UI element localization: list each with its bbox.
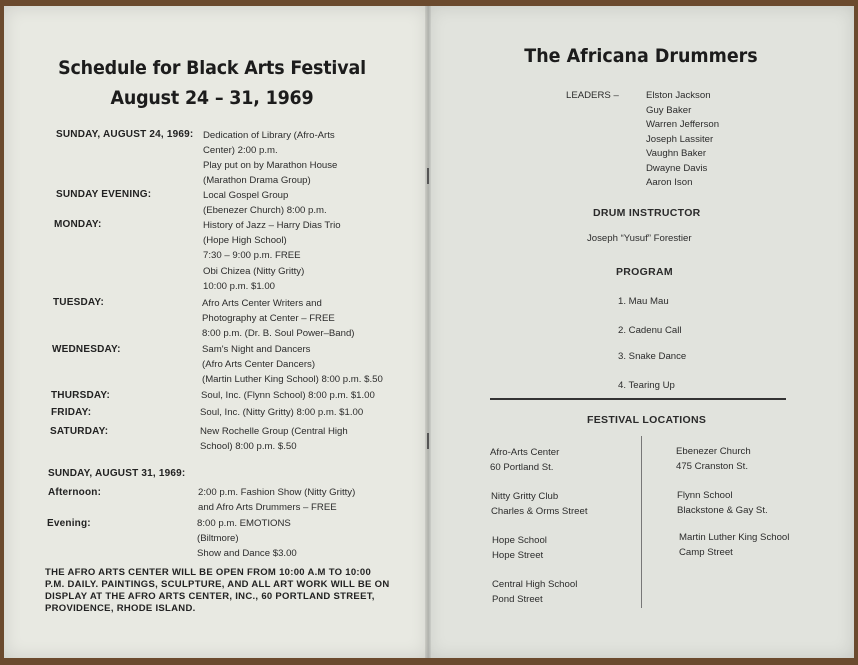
location-item bbox=[491, 489, 588, 519]
drum-instructor-name: Joseph “Yusuf” Forestier bbox=[587, 233, 692, 244]
divider bbox=[490, 398, 786, 400]
location-address: Blackstone & Gay St. bbox=[677, 505, 768, 516]
event-line: and Afro Arts Drummers – FREE bbox=[198, 502, 337, 513]
center-fold bbox=[425, 6, 431, 658]
leader-name: Vaughn Baker bbox=[646, 148, 707, 159]
location-address: Camp Street bbox=[679, 547, 733, 558]
location-name: Afro-Arts Center bbox=[490, 447, 560, 458]
day-label: FRIDAY: bbox=[51, 407, 92, 418]
location-address: Charles & Orms Street bbox=[491, 506, 588, 517]
leaders-label: LEADERS – bbox=[566, 90, 619, 101]
location-name: Flynn School bbox=[677, 490, 733, 501]
location-name: Central High School bbox=[492, 579, 578, 590]
schedule-title: Schedule for Black Arts Festival bbox=[58, 57, 366, 79]
event-line: Soul, Inc. (Nitty Gritty) 8:00 p.m. $1.00 bbox=[200, 407, 364, 418]
leader-name: Elston Jackson bbox=[646, 90, 711, 101]
locations-divider bbox=[641, 436, 642, 608]
event-line: Afro Arts Center Writers and bbox=[202, 298, 322, 309]
location-name: Hope School bbox=[492, 535, 547, 546]
drummers-title: The Africana Drummers bbox=[524, 45, 758, 67]
day-label: SUNDAY, AUGUST 24, 1969: bbox=[56, 129, 194, 140]
program-heading: PROGRAM bbox=[616, 266, 673, 278]
event-block bbox=[201, 388, 375, 403]
event-line: Play put on by Marathon House bbox=[203, 160, 338, 171]
event-line: Center) 2:00 p.m. bbox=[203, 145, 278, 156]
event-line: Soul, Inc. (Flynn School) 8:00 p.m. $1.00 bbox=[201, 390, 375, 401]
location-address: 475 Cranston St. bbox=[676, 461, 748, 472]
event-line: (Hope High School) bbox=[203, 235, 287, 246]
leader-name: Dwayne Davis bbox=[646, 162, 708, 174]
drum-instructor-heading: DRUM INSTRUCTOR bbox=[593, 207, 701, 219]
event-block bbox=[203, 218, 341, 263]
day-label: MONDAY: bbox=[54, 219, 102, 230]
event-block bbox=[203, 128, 337, 188]
event-block bbox=[200, 424, 348, 454]
day-label: THURSDAY: bbox=[51, 390, 111, 401]
event-line: 8:00 p.m. (Dr. B. Soul Power–Band) bbox=[202, 328, 355, 339]
day-label: TUESDAY: bbox=[53, 297, 105, 308]
leader-name: Aaron Ison bbox=[646, 177, 693, 188]
location-name: Ebenezer Church bbox=[676, 446, 751, 457]
event-line: (Afro Arts Center Dancers) bbox=[202, 359, 316, 370]
event-block bbox=[202, 296, 355, 341]
event-line: 10:00 p.m. $1.00 bbox=[203, 281, 276, 292]
program-item: 4. Tearing Up bbox=[618, 380, 675, 391]
leader-name: Joseph Lassiter bbox=[646, 133, 714, 145]
event-line: (Ebenezer Church) 8:00 p.m. bbox=[203, 205, 327, 216]
gallery-notice: THE AFRO ARTS CENTER WILL BE OPEN FROM 10:00 A.M TO 10:00 P.M. DAILY. PAINTINGS, SCULPTURE, AND ALL ART WORK WILL BE ON DISPLAY AT THE AFRO ARTS CENTER, INC., 60 PORTLAND STREET, PROVIDENCE, RHODE ISLAND. bbox=[45, 567, 390, 614]
location-item bbox=[490, 445, 559, 475]
location-item bbox=[679, 530, 789, 560]
location-address: 60 Portland St. bbox=[490, 462, 554, 473]
location-address: Hope Street bbox=[492, 550, 544, 561]
event-line: 8:00 p.m. EMOTIONS bbox=[197, 518, 291, 529]
location-item bbox=[492, 533, 547, 563]
event-line: Sam's Night and Dancers bbox=[202, 344, 311, 355]
event-line: Photography at Center – FREE bbox=[202, 313, 335, 324]
staple-bottom bbox=[427, 433, 429, 449]
program-item: 1. Mau Mau bbox=[618, 296, 669, 307]
event-line: Local Gospel Group bbox=[203, 190, 289, 201]
location-item bbox=[676, 444, 751, 474]
event-line: Obi Chizea (Nitty Gritty) bbox=[203, 266, 305, 277]
event-line: Show and Dance $3.00 bbox=[197, 548, 297, 559]
program-item: 2. Cadenu Call bbox=[618, 325, 682, 336]
event-line: Dedication of Library (Afro-Arts bbox=[203, 130, 335, 141]
event-block bbox=[202, 342, 383, 387]
day-label: SATURDAY: bbox=[50, 426, 109, 437]
event-line: (Martin Luther King School) 8:00 p.m. $.50 bbox=[202, 374, 383, 385]
event-line: 2:00 p.m. Fashion Show (Nitty Gritty) bbox=[198, 487, 356, 498]
staple-top bbox=[427, 168, 429, 184]
day-label: SUNDAY EVENING: bbox=[56, 189, 152, 200]
schedule-dates: August 24 – 31, 1969 bbox=[110, 87, 314, 109]
event-block bbox=[203, 188, 327, 218]
location-name: Martin Luther King School bbox=[679, 532, 790, 543]
event-line: School) 8:00 p.m. $.50 bbox=[200, 441, 297, 452]
festival-locations-heading: FESTIVAL LOCATIONS bbox=[587, 414, 707, 426]
day-label: Evening: bbox=[47, 518, 91, 529]
event-block bbox=[200, 405, 363, 420]
leader-name: Guy Baker bbox=[646, 104, 692, 116]
location-name: Nitty Gritty Club bbox=[491, 491, 559, 502]
event-line: (Biltmore) bbox=[197, 533, 239, 544]
event-line: History of Jazz – Harry Dias Trio bbox=[203, 220, 341, 231]
location-item bbox=[492, 577, 577, 607]
event-line: New Rochelle Group (Central High bbox=[200, 426, 348, 437]
leader-name: Warren Jefferson bbox=[646, 119, 720, 130]
event-block bbox=[197, 516, 297, 561]
program-item: 3. Snake Dance bbox=[618, 351, 687, 362]
location-item bbox=[677, 488, 768, 518]
event-line: 7:30 – 9:00 p.m. FREE bbox=[203, 250, 301, 261]
location-address: Pond Street bbox=[492, 594, 543, 605]
event-block bbox=[203, 264, 304, 294]
event-line: (Marathon Drama Group) bbox=[203, 175, 311, 186]
day-label: Afternoon: bbox=[48, 487, 102, 498]
day-label: WEDNESDAY: bbox=[52, 344, 121, 355]
event-block bbox=[198, 485, 355, 515]
sunday-31-heading: SUNDAY, AUGUST 31, 1969: bbox=[48, 468, 186, 479]
leaders-list bbox=[646, 89, 719, 191]
